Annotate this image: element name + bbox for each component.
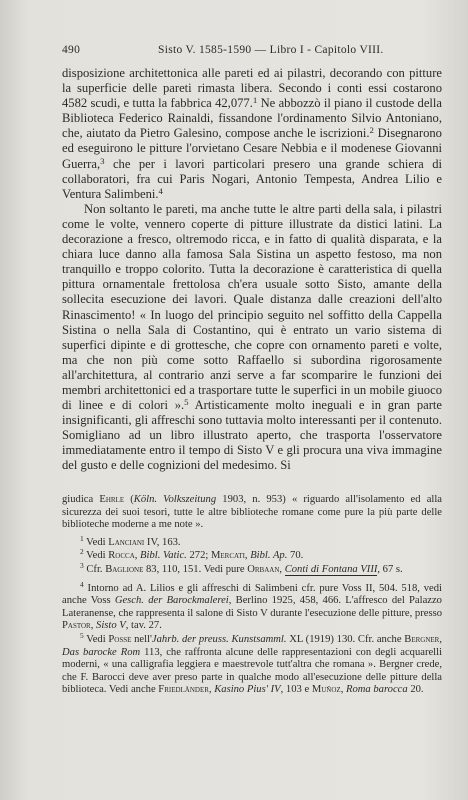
footnote: $^2$ Vedi Rocca, Bibl. Vatic. 272; Mercati, Bibl. Ap. 70. — [80, 547, 304, 562]
page-number: 490 — [62, 44, 81, 56]
footnote-ref: 3 — [100, 155, 105, 166]
paragraph: disposizione architettonica alle pareti ed ai pilastri, decorando con pitture la superficie delle pareti rimasta libera. Secondo i conti essi costarono 4582 scudi, e tutta la fabbrica 42,077.$^1$ Ne abbozzò il piano il custode della Biblioteca Federico Rainaldi, fissandone l'ordinamento Silvio Antoniano, che, aiutato da Pietro Galesino, compose anche le iscrizioni.$^2$ Disegnarono ed eseguirono le pitture l'orvietano Cesare Nebbia e il modenese Giovanni Guerra,$^3$ che per i lavori particolari presero una grande schiera di collaboratori, fra cui Paris Nogari, Antonio Tempesta, Andrea Lilio e Ventura Salimbeni.$^4$ — [62, 66, 442, 201]
main-text — [62, 66, 442, 474]
footnote-ref: 5 — [184, 397, 189, 408]
footnote: $^4$ Intorno ad A. Lilios e gli affreschi di Salimbeni cfr. pure Voss II, 504. 518, vedi anche Voss Gesch. der Barockmalerei, Berlino 1925, 458, 466. L'affresco del Palazzo Lateranense, che rappresenta il salone di Sisto V durante l'esecuzione delle pitture, presso Pastor, Sisto V, tav. 27. — [62, 579, 442, 632]
footnote-ref: 2 — [369, 125, 374, 136]
running-title: Sisto V. 1585-1590 — Libro I - Capitolo VIII. — [158, 44, 384, 56]
footnote: $^1$ Vedi Lanciani IV, 163. — [80, 533, 181, 548]
footnote-ref: 1 — [252, 95, 258, 106]
footnote-ref: 4 — [158, 185, 163, 196]
footnote: $^3$ Cfr. Baglione 83, 110, 151. Vedi pure Orbaan, Conti di Fontana VIII, 67 s. — [80, 560, 403, 575]
footnotes — [62, 494, 442, 698]
footnote: $^5$ Vedi Posse nell'Jahrb. der preuss. Kunstsamml. XL (1919) 130. Cfr. anche Bergner, Das barocke Rom 113, che raffronta alcune delle rappresentazioni con degli acquarelli moderni, « una calligrafia leggiera e maestrevole tutt'altra che romana ». Bergner crede, che F. Barocci deve aver preso parte in qualche modo all'esecuzione delle pitture della biblioteca. Vedi anche Friedländer, Kasino Pius' IV, 103 e Muñoz, Roma barocca 20. — [62, 630, 443, 696]
footnote-continuation: giudica Ehrle (Köln. Volkszeitung 1903, n. 953) « riguardo all'isolamento ed alla sicurezza dei suoi tesori, tutte le altre biblioteche romane come pure la più parte delle biblioteche moderne a me note ». — [62, 494, 442, 531]
paragraph: Non soltanto le pareti, ma anche tutte le altre parti della sala, i pilastri come le volte, vennero coperte di pitture illustrate da distici latini. La decorazione a fresco, oltremodo ricca, e in fatto di qualità disparata, e la chiara luce danno alla famosa Sala Sistina un aspetto festoso, ma non tranquillo e troppo colorito. Tutta la decorazione è caratteristica di quella pittura ornamentale frettolosa ch'era usuale sotto Sisto, amante della sollecita esecuzione dei lavori. Quale distanza dalle creazioni dell'alto Rinascimento! « In luogo del principio seguito nel soffitto della Cappella Sistina o nella Sala di Costantino, qui è entrato un vario sistema di superfici dipinte e di grottesche, che copre con ornamento pareti e volte, ma che non più come sotto Raffaello si subordina rigorosamente all'architettura, al contrario anzi serve a far scomparire le funzioni dei membri architettonici ed a trasportare tutte le superfici in un mobile giuoco di linee e di colori ».$^5$ Artisticamente molto ineguali e in gran parte insignificanti, gli affreschi sono tuttavia molto interessanti per il contenuto. Somigliano ad un libro illustrato aperto, che trasporta l'osservatore immediatamente entro il tempo di Sisto V e gli procura una viva immagine del gusto e delle cognizioni del medesimo. Si — [62, 201, 442, 473]
